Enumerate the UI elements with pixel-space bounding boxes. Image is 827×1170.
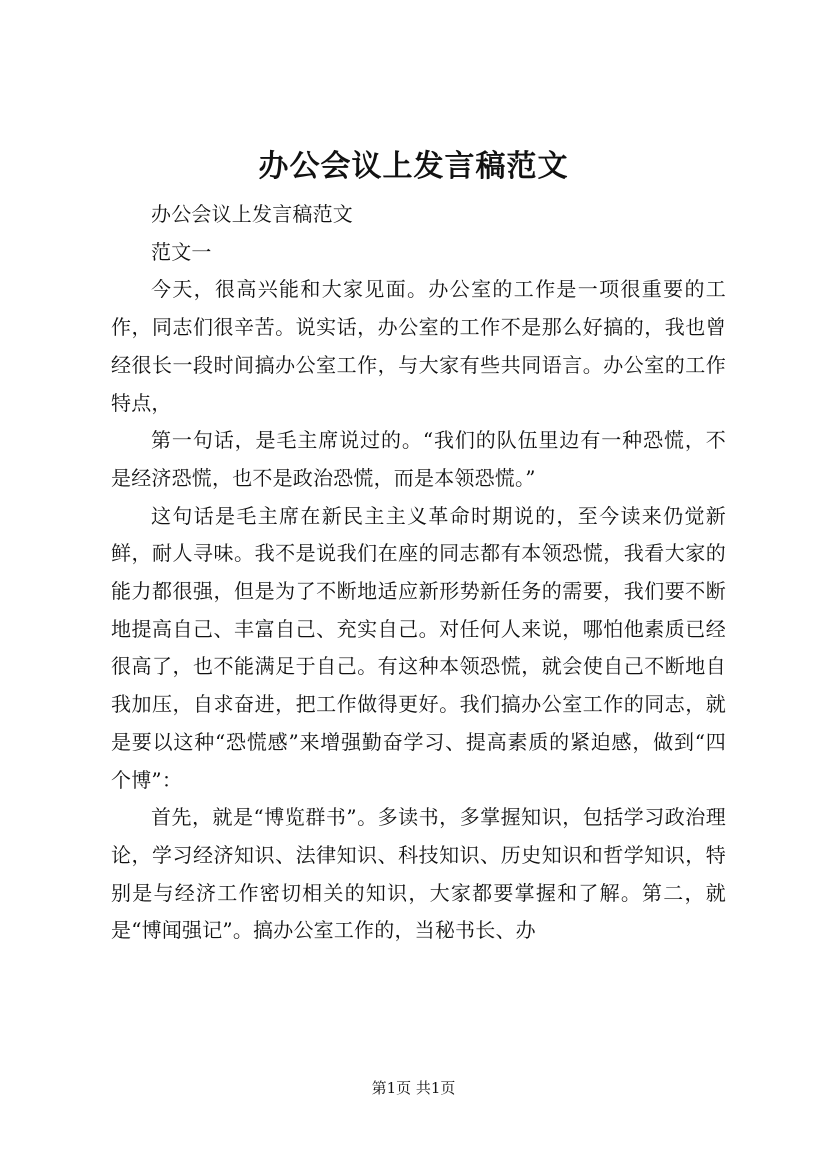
document-body	[111, 196, 726, 950]
paragraph-quote: 第一句话，是毛主席说过的。“我们的队伍里边有一种恐慌，不是经济恐慌，也不是政治恐慌，而是本领恐慌。”	[111, 428, 726, 490]
paragraph-intro: 今天，很高兴能和大家见面。办公室的工作是一项很重要的工作，同志们很辛苦。说实话，办公室的工作不是那么好搞的，我也曾经很长一段时间搞办公室工作，与大家有些共同语言。办公室的工作特点，	[111, 277, 726, 415]
page-footer: 第1页 共1页	[371, 1079, 456, 1097]
document-title: 办公会议上发言稿范文	[258, 149, 569, 184]
paragraph-first-point: 首先，就是“博览群书”。多读书，多掌握知识，包括学习政治理论，学习经济知识、法律知识、科技知识、历史知识和哲学知识，特别是与经济工作密切相关的知识，大家都要掌握和了解。第二，就是“博闻强记”。搞办公室工作的，当秘书长、办	[111, 805, 726, 943]
paragraph-subtitle: 办公会议上发言稿范文	[151, 202, 353, 226]
paragraph-section-heading: 范文一	[151, 239, 212, 264]
paragraph-explanation: 这句话是毛主席在新民主主义革命时期说的，至今读来仍觉新鲜，耐人寻味。我不是说我们在座的同志都有本领恐慌，我看大家的能力都很强，但是为了不断地适应新形势新任务的需要，我们要不断地提高自己、丰富自己、充实自己。对任何人来说，哪怕他素质已经很高了，也不能满足于自己。有这种本领恐慌，就会使自己不断地自我加压，自求奋进，把工作做得更好。我们搞办公室工作的同志，就是要以这种“恐慌感”来增强勤奋学习、提高素质的紧迫感，做到“四个博”：	[111, 503, 726, 792]
